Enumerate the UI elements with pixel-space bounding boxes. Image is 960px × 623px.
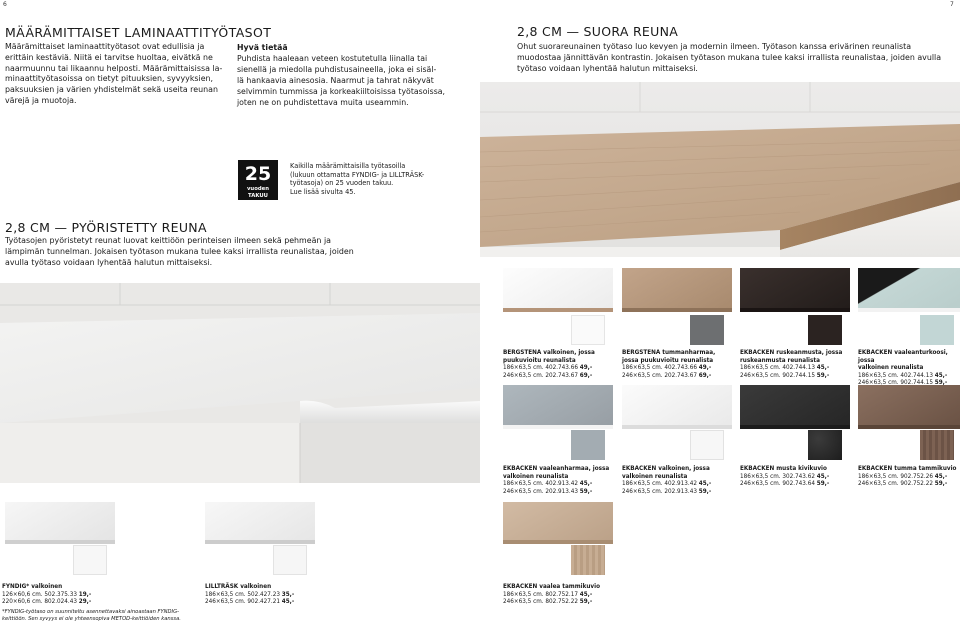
product-name: BERGSTENA tummanharmaa,	[622, 350, 716, 356]
product-size: 186×63,5 cm. 402.744.13	[858, 372, 935, 379]
product-name-2: valkoinen reunalista	[622, 473, 688, 480]
rounded-edge-line: Työtasojen pyöristetyt reunat luovat keittiöön perinteisen ilmeen sekä pehmeän ja	[5, 236, 331, 245]
product-size: 246×63,5 cm. 902.427.21	[205, 599, 282, 606]
product-price: 29,-	[78, 599, 92, 606]
rounded-edge-text	[5, 236, 365, 268]
product-size: 186×63,5 cm. 402.744.13	[740, 365, 817, 372]
product-price: 45,-	[816, 365, 830, 372]
care-heading: Hyvä tietää	[237, 43, 288, 52]
product-caption	[622, 466, 734, 496]
care-line: lä hankaavia ainesosia. Naarmut ja tahrat näkyvät	[237, 75, 434, 85]
product-caption	[740, 466, 852, 489]
product-price: 59,-	[579, 599, 593, 606]
product-size: 186×63,5 cm. 402.913.42	[622, 481, 699, 488]
swatch-ekbacken-brownblack-top	[740, 268, 850, 310]
white-countertop-image	[0, 283, 480, 483]
guarantee-number: 25	[244, 163, 272, 185]
product-caption	[858, 350, 960, 388]
swatch-lilltrask-white-edge	[205, 540, 315, 544]
care-line: selvimmin tummissa ja korkeakiiltoisissa työtasoissa,	[237, 86, 446, 96]
product-price: 59,-	[698, 488, 712, 495]
swatch-ekbacken-lightoak-top	[503, 502, 613, 542]
intro-line: minaattityötasoissa on tietyt pituuksien, syvyyksien,	[5, 74, 214, 84]
sample-brown-black	[808, 315, 842, 345]
product-size: 186×63,5 cm. 402.743.66	[503, 365, 580, 372]
rounded-edge-photo	[0, 283, 480, 483]
product-caption	[503, 584, 615, 607]
product-name: EKBACKEN musta kivikuvio	[740, 466, 827, 472]
product-caption	[503, 350, 615, 380]
product-price: 69,-	[698, 372, 712, 379]
swatch-bergstena-white-edge	[503, 308, 613, 312]
guarantee-word: TAKUU	[248, 193, 268, 199]
footnote-line: keittiöön. Sen syvyys ei ole yhteensopiva METOD-keittiöiden kanssa.	[2, 616, 181, 623]
sample-light-turquoise	[920, 315, 954, 345]
product-size: 246×63,5 cm. 902.744.15	[740, 372, 817, 379]
product-name: LILLTRÄSK valkoinen	[205, 584, 272, 590]
product-size: 186×63,5 cm. 402.913.42	[503, 481, 580, 488]
product-price: 69,-	[579, 372, 593, 379]
sample-white-2	[690, 430, 724, 460]
swatch-ekbacken-turquoise-edge	[858, 308, 960, 312]
intro-line: paksuuksien ja värien yhdistelmät sekä useita reunan	[5, 85, 218, 94]
guarantee-unit: vuoden	[246, 186, 270, 192]
page-number-right: 7	[950, 1, 954, 8]
product-name: EKBACKEN vaaleanharmaa, jossa	[503, 466, 610, 472]
straight-edge-title: 2,8 CM — SUORA REUNA	[517, 24, 679, 39]
swatch-ekbacken-lightgrey-edge	[503, 425, 613, 429]
swatch-lilltrask-white-top	[205, 502, 315, 542]
product-price: 45,-	[934, 473, 948, 480]
product-size: 126×60,6 cm. 502.375.33	[2, 591, 79, 598]
straight-edge-line: muodostaa jännittävän kontrastin. Jokaisen työtason mukana tulee kaksi irrallista reunalistaa, joiden avulla	[517, 52, 942, 62]
sample-white	[571, 315, 605, 345]
product-price: 59,-	[934, 380, 948, 387]
sample-light-grey	[571, 430, 605, 460]
product-name: EKBACKEN vaaleanturkoosi, jossa	[858, 350, 948, 364]
guarantee-line: työtasoja) on 25 vuoden takuu.	[290, 179, 394, 188]
product-name-2: jossa puukuvioitu reunalista	[622, 357, 714, 364]
straight-edge-text	[517, 42, 957, 74]
product-price: 45,-	[934, 372, 948, 379]
product-price: 45,-	[579, 481, 593, 488]
care-info	[237, 43, 462, 108]
sample-black-stone	[808, 430, 842, 460]
sample-fyndig-white	[73, 545, 107, 575]
footnote-line: *FYNDIG-työtaso on suunniteltu asennettavaksi ainoastaan FYNDIG-	[2, 609, 179, 615]
care-line: Puhdista haaleaan veteen kostutetulla liinalla tai	[237, 53, 428, 63]
product-name-2: ruskeanmusta reunalista	[740, 357, 820, 364]
product-caption	[858, 466, 960, 489]
product-name: EKBACKEN valkoinen, jossa	[622, 466, 710, 472]
product-size: 186×63,5 cm. 802.752.17	[503, 591, 580, 598]
product-price: 59,-	[816, 372, 830, 379]
swatch-ekbacken-stone-top	[740, 385, 850, 427]
product-price: 59,-	[816, 481, 830, 488]
product-size: 246×63,5 cm. 202.743.67	[503, 372, 580, 379]
straight-edge-line: työtaso voidaan lyhentää halutun mittaiseksi.	[517, 63, 698, 73]
product-size: 246×63,5 cm. 202.913.43	[622, 488, 699, 495]
product-size: 246×63,5 cm. 202.913.43	[503, 488, 580, 495]
straight-edge-photo	[480, 82, 960, 257]
swatch-ekbacken-white-edge	[622, 425, 732, 429]
product-size: 246×63,5 cm. 902.744.15	[858, 380, 935, 387]
intro-line: Määrämittaiset laminaattityötasot ovat edullisia ja	[5, 42, 205, 51]
swatch-ekbacken-stone-edge	[740, 425, 850, 429]
swatch-ekbacken-white-top	[622, 385, 732, 427]
sample-light-oak	[571, 545, 605, 575]
product-size: 246×63,5 cm. 902.743.64	[740, 481, 817, 488]
product-size: 186×63,5 cm. 302.743.62	[740, 473, 817, 480]
swatch-ekbacken-brownblack-edge	[740, 308, 850, 312]
product-caption	[503, 466, 615, 496]
intro-text	[5, 42, 235, 107]
swatch-ekbacken-lightgrey-top	[503, 385, 613, 427]
product-caption	[622, 350, 734, 380]
product-name-2: valkoinen reunalista	[503, 473, 569, 480]
rounded-edge-line: avulla työtaso voidaan lyhentää halutun mittaiseksi.	[5, 257, 213, 267]
rounded-edge-line: lämpimän tunnelman. Jokaisen työtason mukana tulee kaksi irrallista reunalistaa, joiden	[5, 246, 354, 256]
product-caption	[2, 584, 182, 607]
product-price: 49,-	[698, 365, 712, 372]
swatch-ekbacken-turquoise-top	[858, 268, 960, 310]
guarantee-line: Lue lisää sivulta 45.	[290, 187, 356, 196]
product-name: EKBACKEN vaalea tammikuvio	[503, 584, 600, 590]
care-line: sienellä ja miedolla puhdistusaineella, joka ei sisäl-	[237, 64, 437, 74]
product-price: 49,-	[579, 365, 593, 372]
guarantee-text	[290, 162, 450, 196]
product-price: 35,-	[281, 591, 295, 598]
swatch-fyndig-white-edge	[5, 540, 115, 544]
intro-line: naarmuunnu tai likaannu helposti. Määrämittaisissa la-	[5, 63, 223, 73]
product-price: 45,-	[281, 599, 295, 606]
product-name: EKBACKEN ruskeanmusta, jossa	[740, 350, 843, 356]
product-name: EKBACKEN tumma tammikuvio	[858, 466, 957, 472]
swatch-bergstena-white-top	[503, 268, 613, 310]
product-caption	[740, 350, 852, 380]
intro-title: MÄÄRÄMITTAISET LAMINAATTITYÖTASOT	[5, 25, 272, 40]
product-caption	[205, 584, 317, 607]
product-price: 59,-	[579, 488, 593, 495]
footnote	[2, 609, 242, 623]
swatch-bergstena-grey-top	[622, 268, 732, 310]
swatch-bergstena-grey-edge	[622, 308, 732, 312]
sample-dark-grey	[690, 315, 724, 345]
swatch-ekbacken-darkoak-top	[858, 385, 960, 427]
product-size: 246×63,5 cm. 902.752.22	[858, 481, 935, 488]
intro-line: erittäin kestäviä. Niitä ei tarvitse huoltaa, eivätkä ne	[5, 52, 213, 62]
product-price: 45,-	[698, 481, 712, 488]
product-name: FYNDIG* valkoinen	[2, 584, 63, 590]
swatch-ekbacken-darkoak-edge	[858, 425, 960, 429]
product-size: 186×63,5 cm. 402.743.66	[622, 365, 699, 372]
intro-line: värejä ja muotoja.	[5, 95, 77, 105]
page-number-left: 6	[3, 1, 7, 8]
product-price: 59,-	[934, 481, 948, 488]
product-price: 19,-	[78, 591, 92, 598]
guarantee-line: Kaikilla määrämittaisilla työtasoilla	[290, 162, 406, 170]
straight-edge-line: Ohut suorareunainen työtaso luo kevyen ja modernin ilmeen. Työtason kanssa erivärinen reunalista	[517, 42, 912, 51]
product-size: 186×63,5 cm. 502.427.23	[205, 591, 282, 598]
care-line: joten ne on puhdistettava muita useammin.	[237, 97, 409, 107]
sample-dark-oak	[920, 430, 954, 460]
product-size: 246×63,5 cm. 202.743.67	[622, 372, 699, 379]
swatch-ekbacken-lightoak-edge	[503, 540, 613, 544]
product-size: 220×60,6 cm. 802.024.43	[2, 599, 79, 606]
swatch-fyndig-white-top	[5, 502, 115, 542]
product-name-2: valkoinen reunalista	[858, 365, 924, 372]
guarantee-badge	[238, 160, 278, 200]
product-price: 45,-	[579, 591, 593, 598]
product-size: 186×63,5 cm. 902.752.26	[858, 473, 935, 480]
product-size: 246×63,5 cm. 802.752.22	[503, 599, 580, 606]
product-name-2: puukuvioitu reunalista	[503, 357, 576, 364]
oak-countertop-image	[480, 82, 960, 257]
guarantee-line: (lukuun ottamatta FYNDIG- ja LILLTRÄSK-	[290, 170, 425, 179]
product-name: BERGSTENA valkoinen, jossa	[503, 350, 595, 356]
rounded-edge-title: 2,8 CM — PYÖRISTETTY REUNA	[5, 220, 207, 235]
sample-lilltrask-white	[273, 545, 307, 575]
product-price: 45,-	[816, 473, 830, 480]
